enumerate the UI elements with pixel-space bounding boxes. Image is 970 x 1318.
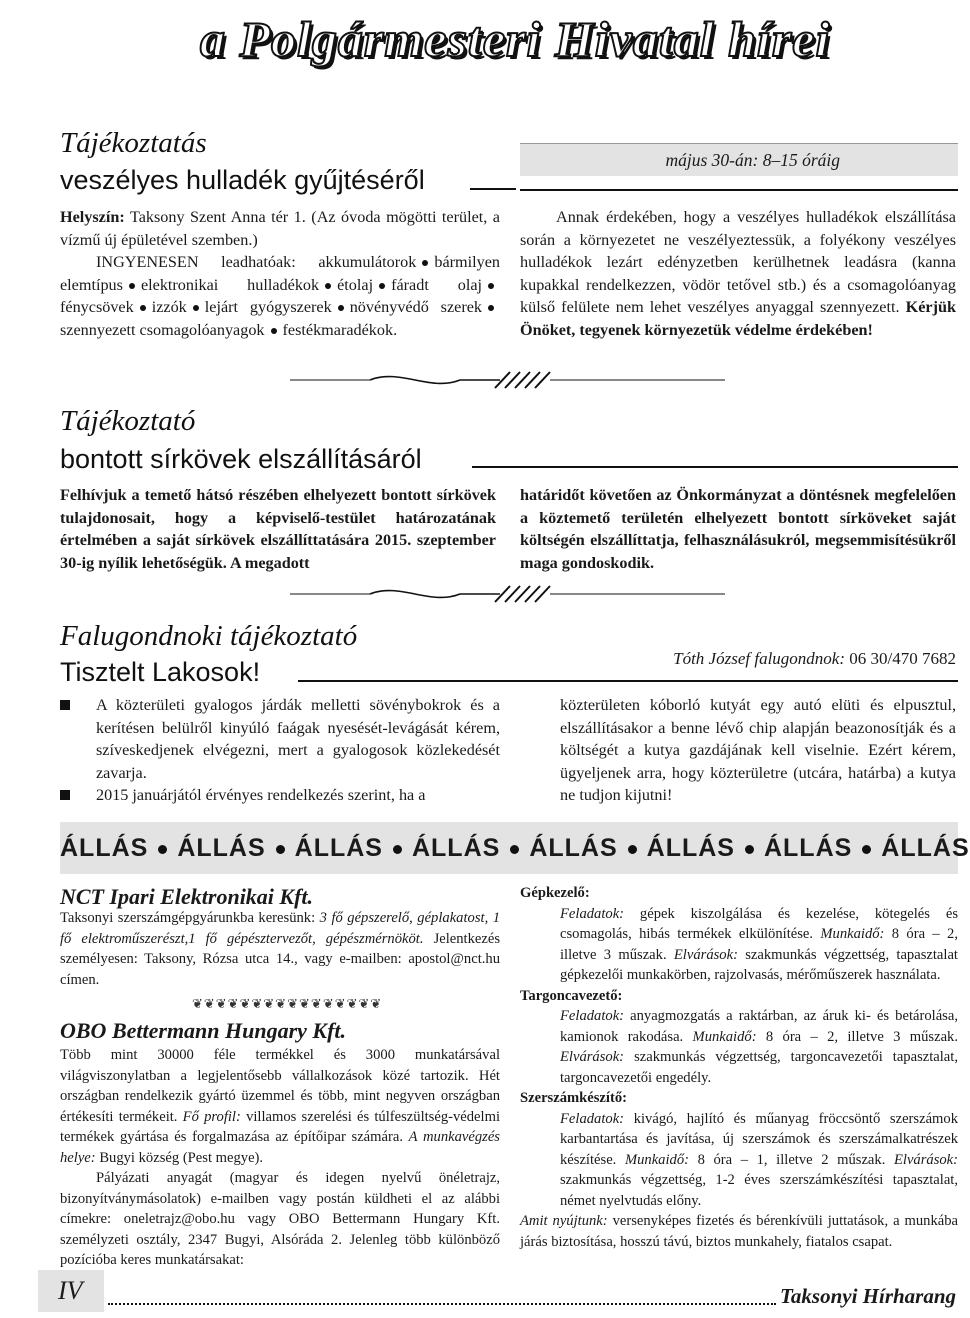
bullet-dot-icon — [271, 328, 277, 334]
nct-text-intro: Taksonyi szerszámgépgyárunkba keresünk: — [60, 910, 316, 926]
obo-place-label: A munkavégzés helye: — [60, 1129, 500, 1166]
bullet-dot-icon — [862, 845, 871, 854]
position-details — [560, 1109, 958, 1212]
hazard-item: lejárt gyógyszerek — [204, 298, 332, 316]
location-text: Taksony Szent Anna tér 1. (Az óvoda mögötti terület, a vízmű új épületével szemben.) — [60, 208, 500, 249]
jobs-word: ÁLLÁS — [763, 834, 853, 862]
publication-name: Taksonyi Hírharang — [780, 1284, 957, 1308]
caretaker-bullet-2: 2015 januárjától érvényes rendelkezés szerint, ha a — [96, 786, 426, 804]
jobs-word: ÁLLÁS — [177, 834, 266, 862]
bullet-dot-icon — [510, 845, 519, 854]
tasks-text: gépek kiszolgálása és kezelése, kötegelés és csomagolás, hibás termékek elkülönítése. — [560, 905, 958, 942]
obo-company: OBO Bettermann Hungary Kft. — [60, 1018, 347, 1043]
caretaker-title: Falugondnoki tájékoztató — [60, 620, 358, 652]
jobs-band-text — [60, 822, 970, 874]
obo-profile-text: villamos szerelési és túlfeszültség-védelmi termékek gyártása és forgalmazása az építőipar számára. — [60, 1108, 500, 1145]
tasks-text: kivágó, hajlító és műanyag fröccsöntő szerszámok karbantartása és javítása, új szerszámok és szerszámalkatrészek készítése. — [560, 1110, 958, 1168]
page-banner-title: a Polgármesteri Hivatal hírei — [200, 11, 831, 67]
hazard-subtitle: veszélyes hulladék gyűjtéséről — [60, 165, 425, 195]
position-item — [520, 883, 958, 986]
hazard-item: szennyezett csomagolóanyagok — [60, 320, 265, 339]
req-label: Elvárások: — [893, 1151, 959, 1168]
tomb-subtitle: bontott sírkövek elszállításáról — [60, 444, 422, 474]
req-label: Elvárások: — [560, 1049, 625, 1065]
tomb-title: Tájékoztató — [60, 405, 196, 437]
jobs-word: ÁLLÁS — [60, 834, 149, 862]
time-label: Munkaidő: — [820, 926, 885, 942]
hazard-left-text — [60, 206, 500, 341]
location-label: Helyszín: — [60, 208, 125, 226]
caretaker-subtitle: Tisztelt Lakosok! — [60, 657, 261, 687]
hazard-date-rule — [520, 189, 958, 191]
time-text: 8 óra – 2, illetve 3 műszak. — [765, 1028, 958, 1045]
bullet-dot-icon — [129, 283, 135, 289]
flourish-divider — [290, 582, 725, 606]
hazard-item: fáradt olaj — [391, 275, 482, 294]
page-number: IV — [58, 1276, 83, 1305]
caretaker-name: Tóth József falugondnok: — [673, 649, 846, 668]
tomb-right-text: határidőt követően az Önkormányzat a döntésnek megfelelően a köztemető területén elhelyezett bontott sírköveket saját költségén elszállíttatja, felhasználásukról, megsemmisítésükről maga gondoskodik. — [520, 486, 956, 572]
tasks-label: Feladatok: — [560, 1110, 625, 1127]
position-item — [520, 1088, 958, 1211]
jobs-word: ÁLLÁS — [411, 834, 501, 862]
hazard-right-text — [520, 206, 956, 341]
bullet-square-icon — [60, 700, 70, 710]
tomb-left-text: Felhívjuk a temető hátsó részében elhelyezett bontott sírkövek tulajdonosait, hogy a képviselő-testület határozatának értelmében a saját sírkövek elszállíttatására 2015. szeptember 30-ig nyílik lehetőségük. A megadott — [60, 486, 496, 572]
tasks-label: Feladatok: — [560, 1008, 625, 1024]
time-text: 8 óra – 2, illetve 3 műszak. — [560, 926, 958, 963]
caretaker-phone: 06 30/470 7682 — [849, 649, 956, 668]
hazard-date-label: május 30-án: 8–15 óráig — [665, 150, 840, 170]
hazard-item: festékmaradékok. — [282, 320, 398, 339]
caretaker-title-rule — [298, 680, 958, 682]
hazard-title: Tájékoztatás — [60, 127, 207, 159]
hazard-item: bármilyen elemtípus — [60, 253, 500, 294]
bullet-dot-icon — [325, 283, 331, 289]
time-text: 8 óra – 1, illetve 2 műszak. — [697, 1151, 886, 1168]
position-item — [520, 986, 958, 1089]
caretaker-signature — [600, 649, 956, 669]
hazard-item: étolaj — [337, 275, 374, 294]
hazard-item: elektronikai hulladékok — [140, 275, 320, 294]
hazard-item: izzók — [151, 298, 187, 316]
obo-profile-label: Fő profil: — [182, 1108, 241, 1125]
req-label: Elvárások: — [673, 946, 738, 963]
jobs-word: ÁLLÁS — [294, 834, 383, 862]
offer-text: versenyképes fizetés és bérenkívüli juttatások, a munkába járás biztosítása, hosszú távú, biztos munkahely, fiatalos csapat. — [520, 1213, 958, 1250]
caretaker-bullet-1: A közterületi gyalogos járdák melletti sövénybokrok és a kerítésen belülről kinyúló faágak nyesését-levágását kérem, szíveskedjenek elvégezni, mert a gyalogosok közlekedését zavarja. — [96, 696, 500, 782]
nct-divider: ❦❦❦❦❦❦❦❦❦❦❦❦❦❦❦❦ — [192, 996, 383, 1011]
hazard-title-rule — [470, 188, 516, 190]
req-text: szakmunkás végzettség, tapasztalat gépkezelői munkakörben, rajzolvasás, mérőműszerek használata. — [560, 946, 958, 983]
positions-list — [520, 883, 958, 1252]
offer — [520, 1211, 958, 1252]
bullet-dot-icon — [158, 845, 167, 854]
position-title: Gépkezelő: — [520, 885, 590, 901]
free-intro: INGYENESEN leadhatóak: — [96, 253, 296, 271]
jobs-word: ÁLLÁS — [881, 834, 970, 862]
bullet-dot-icon — [488, 305, 494, 311]
flourish-divider — [290, 368, 725, 392]
bullet-dot-icon — [628, 845, 637, 854]
obo-intro: Több mint 30000 féle termékkel és 3000 munkatársával világviszonylatban a legjelentősebb vállalkozások közé tartozik. Hét országban rendelkezik gyártó üzemmel és több, mint negyven országban értékesíti termékeit. — [60, 1047, 500, 1125]
tasks-label: Feladatok: — [560, 905, 625, 922]
jobs-word: ÁLLÁS — [646, 834, 735, 862]
hazard-item: növényvédő szerek — [349, 298, 482, 316]
nct-company: NCT Ipari Elektronikai Kft. — [60, 884, 314, 909]
obo-text — [60, 1045, 500, 1271]
offer-label: Amit nyújtunk: — [520, 1213, 608, 1229]
position-details — [560, 904, 958, 986]
footer-dotted-rule — [108, 1303, 776, 1305]
bullet-square-icon — [60, 790, 70, 800]
hazard-right-paragraph: Annak érdekében, hogy a veszélyes hulladékok elszállítása során a környezetet ne veszélyeztessük, a folyékony veszélyes hulladékok lezárt edényzetben kerülhetnek leadásra (kanna kupakkal rendelkezzen, vödör tetővel stb.) és a csomagolóanyag külső felülete nem lehet veszélyes anyaggal szennyezett. — [520, 208, 956, 316]
bullet-dot-icon — [276, 845, 285, 854]
obo-apply-text: Pályázati anyagát (magyar és idegen nyelvű önéletrajz, bizonyítványmásolatok) e-mailben vagy postán küldheti el az alábbi címekre: oneletrajz@obo.hu vagy OBO Bettermann Hungary Kft. személyzeti osztály, 2347 Bugyi, Alsóráda 2. Jelenleg több különböző pozícióba keres munkatársakat: — [60, 1170, 500, 1268]
req-text: szakmunkás végzettség, 1-2 éves szerszámkészítési tapasztalat, német nyelvtudás előny. — [560, 1172, 958, 1209]
bullet-dot-icon — [422, 260, 428, 266]
nct-text — [60, 908, 500, 990]
bullet-dot-icon — [140, 305, 146, 311]
obo-place-text: Bugyi község (Pest megye). — [99, 1149, 264, 1166]
bullet-dot-icon — [393, 845, 402, 854]
position-title: Targoncavezető: — [520, 987, 623, 1004]
bullet-dot-icon — [338, 305, 344, 311]
hazard-right-bold: Kérjük Önöket, tegyenek környezetük védelme érdekében! — [520, 298, 957, 339]
hazard-item: akkumulátorok — [318, 253, 417, 271]
caretaker-right-text: közterületen kóborló kutyát egy autó elüti és elpusztul, elszállításakor a benne lévő chip alapján beazonosítják és a költségét a kutya gazdájának kell viselnie. Ezért kérem, ügyeljenek arra, hogy közterületre (utcára, határba) a kutya ne tudjon kijutni! — [560, 696, 956, 804]
jobs-word: ÁLLÁS — [529, 834, 618, 862]
tomb-title-rule — [472, 466, 958, 468]
bullet-dot-icon — [379, 283, 385, 289]
position-details — [560, 1006, 958, 1088]
nct-text-positions: 3 fő gépszerelő, géplakatost, 1 fő elektroműszerészt,1 fő gépésztervezőt, gépészmérnököt. — [60, 910, 500, 947]
position-title: Szerszámkészítő: — [520, 1090, 627, 1106]
bullet-dot-icon — [193, 305, 199, 311]
time-label: Munkaidő: — [624, 1151, 689, 1168]
hazard-item: fénycsövek — [60, 298, 134, 316]
bullet-dot-icon — [745, 845, 754, 854]
tasks-text: anyagmozgatás a raktárban, az áruk ki- és betárolása, kamionok rakodása. — [560, 1008, 958, 1045]
nct-text-contact: Jelentkezés személyesen: Taksony, Rózsa utca 14., vagy e-mailben: apostol@nct.hu címen. — [60, 930, 501, 988]
time-label: Munkaidő: — [692, 1028, 757, 1045]
bullet-dot-icon — [488, 283, 494, 289]
req-text: szakmunkás végzettség, targoncavezetői tapasztalat, targoncavezetői engedély. — [560, 1049, 958, 1086]
